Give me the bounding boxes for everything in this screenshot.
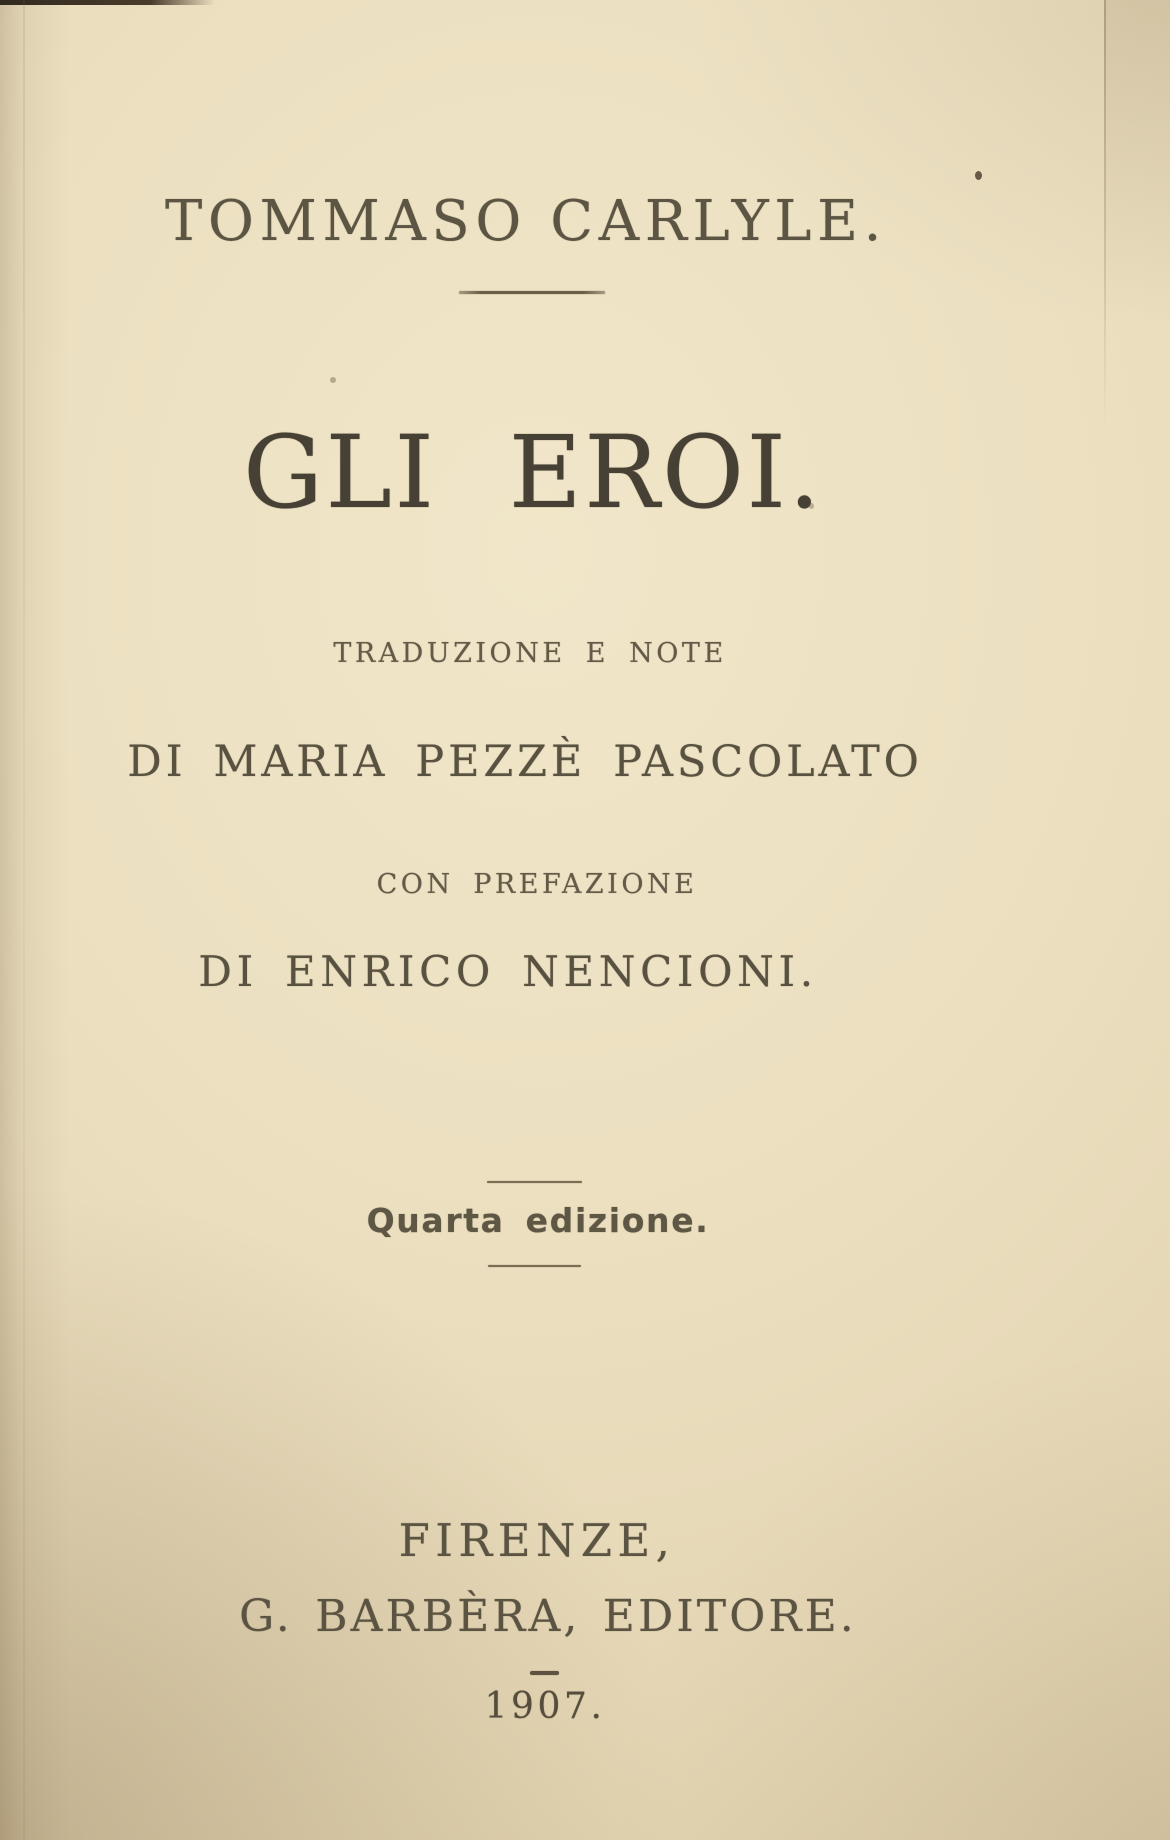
city-line: FIRENZE, (398, 1514, 676, 1567)
edition-rule-bottom (488, 1265, 581, 1267)
translation-note-line: TRADUZIONE E NOTE (333, 638, 727, 669)
photo-top-edge-shadow (0, 0, 215, 5)
edition-line: Quarta edizione. (366, 1201, 710, 1240)
preface-note-line: CON PREFAZIONE (376, 869, 698, 900)
book-title: GLI EROI. (243, 414, 823, 531)
paper-speck (975, 171, 982, 180)
paper-speck (809, 503, 814, 509)
year-rule (530, 1671, 559, 1675)
translator-line: DI MARIA PEZZÈ PASCOLATO (127, 737, 923, 787)
author-rule (459, 291, 605, 294)
author-line: TOMMASO CARLYLE. (165, 189, 887, 254)
gutter-crease (23, 0, 25, 1840)
year-line: 1907. (484, 1686, 606, 1727)
paper-speck (330, 377, 336, 383)
preface-author-line: DI ENRICO NENCIONI. (198, 947, 818, 996)
page-edge-shading (1106, 0, 1170, 320)
edition-rule-top (487, 1181, 582, 1183)
publisher-line: G. BARBÈRA, EDITORE. (239, 1591, 857, 1642)
